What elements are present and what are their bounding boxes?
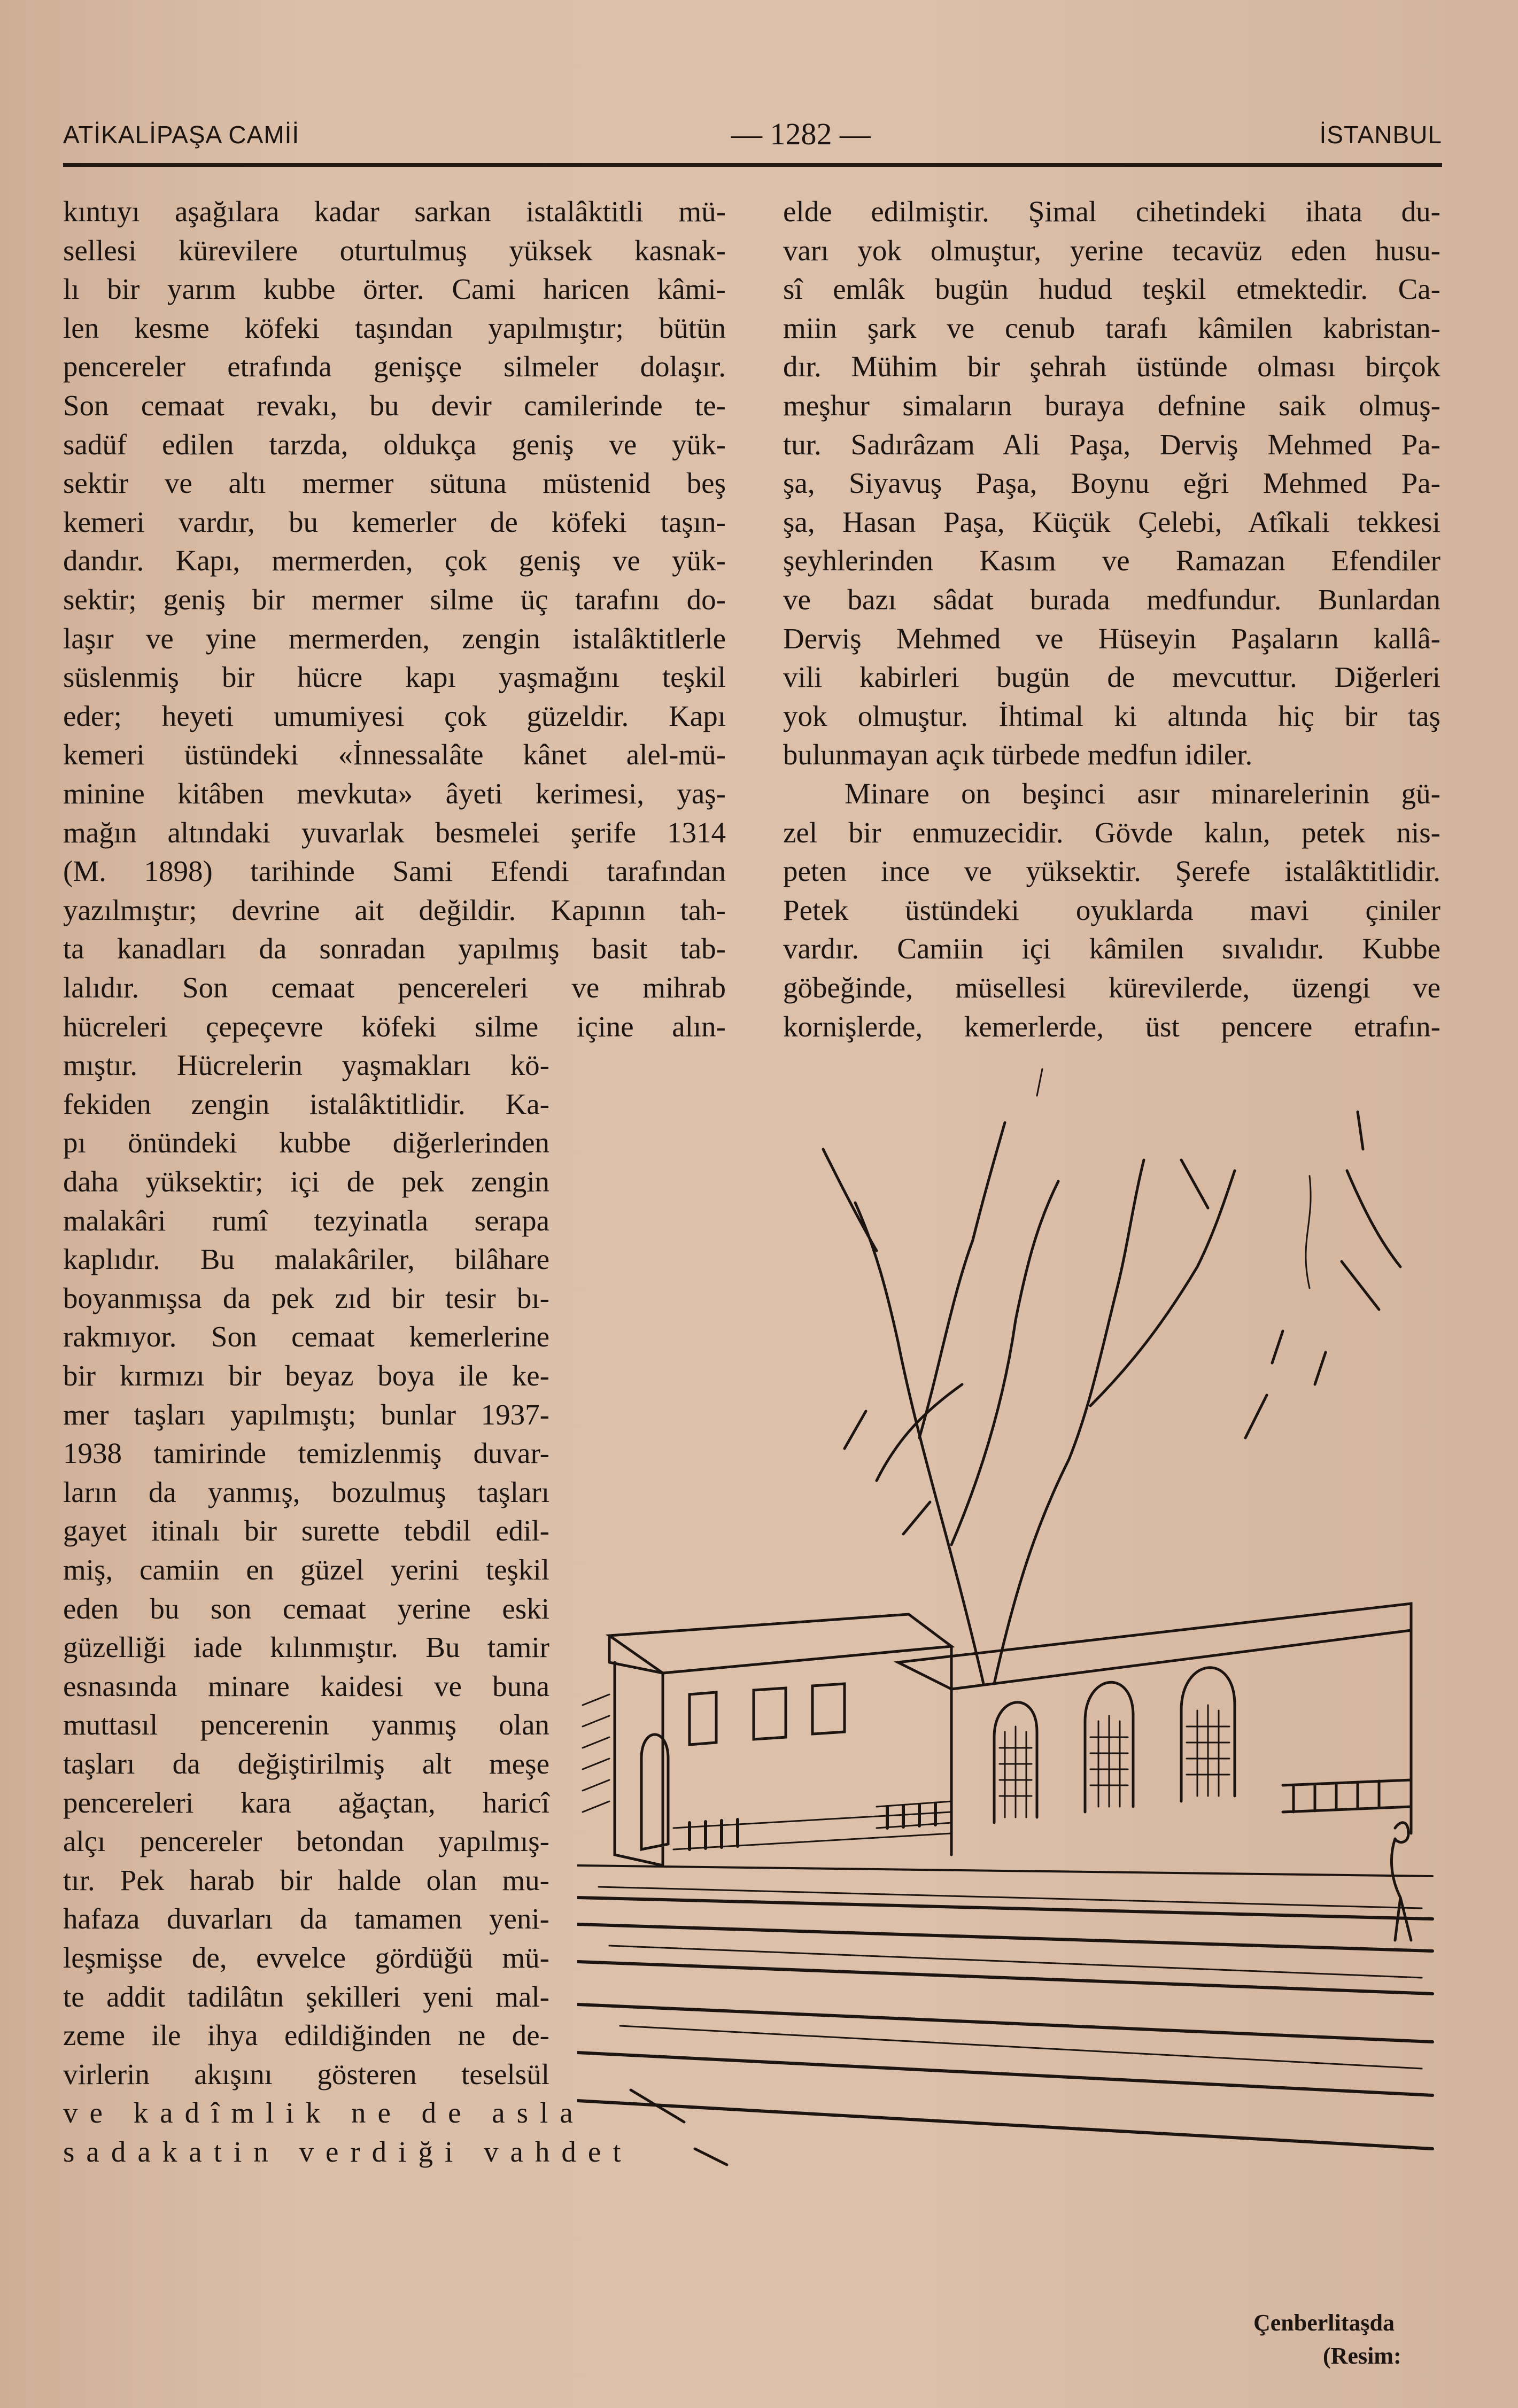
left-text-line: pencereleri kara ağaçtan, haricî [63,1786,549,1819]
right-text-line: sî emlâk bugün hudud teşkil etmektedir. Ca- [783,273,1440,306]
left-text-line: sadakatin verdiği vahdet [63,2135,633,2168]
left-text-line: gayet itinalı bir surette tebdil edil- [63,1514,549,1547]
left-text-line: pencereler etrafında genişçe silmeler dolaşır. [63,350,726,383]
left-text-line: te addit tadilâtın şekilleri yeni mal- [63,1980,549,2013]
right-text-line: bulunmayan açık türbede medfun idiler. [783,738,1253,771]
left-text-line: kaplıdır. Bu malakâriler, bilâhare [63,1243,549,1276]
left-text-line: eden bu son cemaat yerine eski [63,1592,549,1625]
right-text-line: Petek üstündeki oyuklarda mavi çiniler [783,893,1440,926]
right-text-line: zel bir enmuzecidir. Gövde kalın, petek nis- [783,816,1440,849]
right-text-line: Derviş Mehmed ve Hüseyin Paşaların kallâ- [783,622,1440,655]
left-text-line: esnasında minare kaidesi ve buna [63,1669,549,1702]
left-text-line: bir kırmızı bir beyaz boya ile ke- [63,1359,549,1392]
right-text-line: tur. Sadırâzam Ali Paşa, Derviş Mehmed Pa- [783,428,1440,461]
running-title: ATİKALİPAŞA CAMİİ [63,121,300,149]
left-text-line: muttasıl pencerenin yanmış olan [63,1708,549,1741]
left-text-line: sellesi kürevilere oturtulmuş yüksek kasnak- [63,234,726,267]
left-text-line: kıntıyı aşağılara kadar sarkan istalâktitli mü- [63,195,726,228]
right-text-line: Minare on beşinci asır minarelerinin gü- [845,777,1440,810]
left-text-line: leşmişse de, evvelce gördüğü mü- [63,1941,549,1974]
right-text-line: yok olmuştur. İhtimal ki altında hiç bir taş [783,699,1440,732]
right-text-line: ve bazı sâdat burada medfundur. Bunlardan [783,583,1440,616]
figure-caption-line1: Çenberlitaşda [1253,2310,1395,2336]
left-text-line: (M. 1898) tarihinde Sami Efendi tarafından [63,855,726,888]
right-text-line: dır. Mühim bir şehrah üstünde olması birçok [783,350,1440,383]
left-text-line: ve kadîmlik ne de asla [63,2096,585,2130]
header-rule [63,163,1442,167]
page-number: — 1282 — [731,117,871,151]
left-text-line: Son cemaat revakı, bu devir camilerinde te- [63,389,726,422]
right-text-line: şeyhlerinden Kasım ve Ramazan Efendiler [783,544,1440,577]
left-text-line: kemeri üstündeki «İnnessalâte kânet alel-mü- [63,738,726,771]
left-text-line: zeme ile ihya edildiğinden ne de- [63,2019,549,2052]
left-text-line: eder; heyeti umumiyesi çok güzeldir. Kapı [63,699,726,732]
right-text-line: peten ince ve yüksektir. Şerefe istalâktitlidir. [783,855,1440,888]
left-text-line: malakâri rumî tezyinatla serapa [63,1204,549,1237]
left-text-line: taşları da değiştirilmiş alt meşe [63,1747,549,1780]
right-text-line: şa, Hasan Paşa, Küçük Çelebi, Atîkali tekkesi [783,505,1440,538]
figure-caption-line2: (Resim: [1323,2343,1401,2369]
left-text-line: virlerin akışını gösteren teselsül [63,2057,549,2090]
left-text-line: süslenmiş bir hücre kapı yaşmağını teşkil [63,661,726,694]
left-text-line: miş, camiin en güzel yerini teşkil [63,1553,549,1586]
left-text-line: lı bir yarım kubbe örter. Cami haricen kâmi- [63,273,726,306]
left-text-line: yazılmıştır; devrine ait değildir. Kapının tah- [63,893,726,926]
left-text-line: tır. Pek harab bir halde olan mu- [63,1863,549,1896]
right-text-line: varı yok olmuştur, yerine tecavüz eden husu- [783,234,1440,267]
left-text-line: sektir ve altı mermer sütuna müstenid beş [63,467,726,500]
left-text-line: dandır. Kapı, mermerden, çok geniş ve yük- [63,544,726,577]
left-text-line: sektir; geniş bir mermer silme üç tarafını do- [63,583,726,616]
left-text-line: mer taşları yapılmıştı; bunlar 1937- [63,1398,549,1431]
left-text-line: hücreleri çepeçevre köfeki silme içine alın- [63,1010,726,1043]
left-text-line: ların da yanmış, bozulmuş taşları [63,1475,549,1508]
left-text-line: minine kitâben mevkuta» âyeti kerimesi, yaş- [63,777,726,810]
right-text-line: meşhur simaların buraya defnine saik olmuş- [783,389,1440,422]
right-text-line: elde edilmiştir. Şimal cihetindeki ihata du- [783,195,1440,228]
right-text-line: miin şark ve cenub tarafı kâmilen kabristan- [783,311,1440,344]
left-text-line: mıştır. Hücrelerin yaşmakları kö- [63,1049,549,1082]
right-text-line: kornişlerde, kemerlerde, üst pencere etrafın- [783,1010,1440,1043]
left-text-line: ta kanadları da sonradan yapılmış basit tab- [63,932,726,965]
left-text-line: lalıdır. Son cemaat pencereleri ve mihrab [63,971,726,1004]
right-text-line: göbeğinde, müsellesi kürevilerde, üzengi ve [783,971,1440,1004]
mosque-illustration [577,1064,1454,2357]
page-header [63,117,1442,158]
right-text-line: vili kabirleri bugün de mevcuttur. Diğerleri [783,661,1440,694]
left-text-line: alçı pencereler betondan yapılmış- [63,1825,549,1858]
left-text-line: hafaza duvarları da tamamen yeni- [63,1902,549,1935]
section-title: İSTANBUL [1319,121,1442,149]
right-text-line: vardır. Camiin içi kâmilen sıvalıdır. Kubbe [783,932,1440,965]
left-text-line: rakmıyor. Son cemaat kemerlerine [63,1320,549,1353]
left-text-line: kemeri vardır, bu kemerler de köfeki taşın- [63,505,726,538]
left-text-line: daha yüksektir; içi de pek zengin [63,1165,549,1198]
left-text-line: mağın altındaki yuvarlak besmelei şerife 1314 [63,816,726,849]
left-text-line: laşır ve yine mermerden, zengin istalâktitlerle [63,622,726,655]
sketch-drawing [577,1069,1432,2165]
left-text-line: 1938 tamirinde temizlenmiş duvar- [63,1437,549,1470]
left-text-line: len kesme köfeki taşından yapılmıştır; bütün [63,311,726,344]
left-text-line: fekiden zengin istalâktitlidir. Ka- [63,1087,549,1120]
right-text-line: şa, Siyavuş Paşa, Boynu eğri Mehmed Pa- [783,467,1440,500]
left-text-line: sadüf edilen tarzda, oldukça geniş ve yük- [63,428,726,461]
left-text-line: pı önündeki kubbe diğerlerinden [63,1126,549,1159]
left-text-line: boyanmışsa da pek zıd bir tesir bı- [63,1281,549,1314]
left-text-line: güzelliği iade kılınmıştır. Bu tamir [63,1631,549,1664]
